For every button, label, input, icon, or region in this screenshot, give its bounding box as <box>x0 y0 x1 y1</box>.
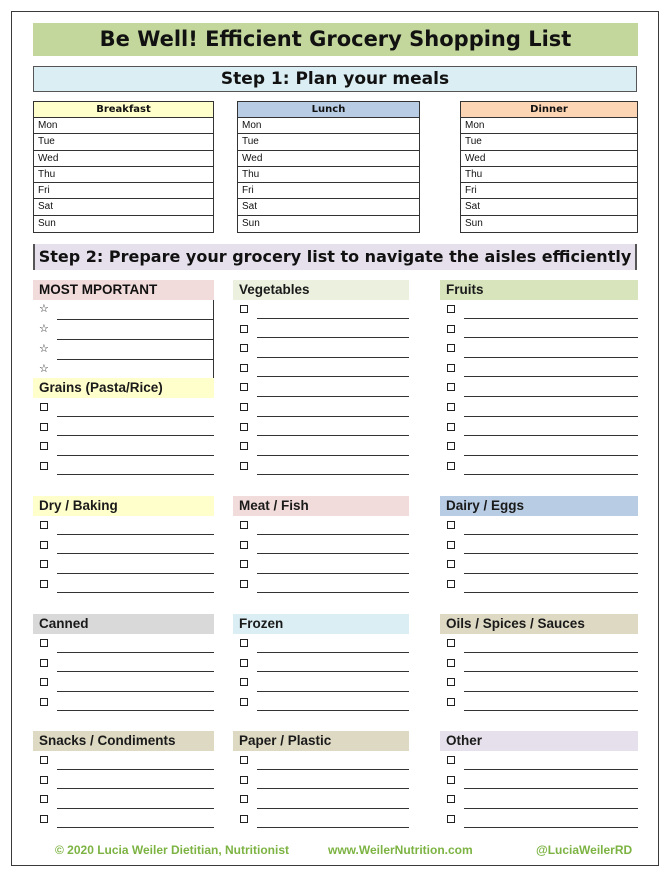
other-item-row <box>440 790 638 810</box>
checkbox[interactable] <box>40 678 48 686</box>
write-line[interactable] <box>57 691 214 692</box>
checkbox[interactable] <box>240 580 248 588</box>
dry-section <box>33 496 214 594</box>
write-line[interactable] <box>464 788 638 789</box>
oils-item-row <box>440 673 638 693</box>
star-icon: ☆ <box>39 342 49 355</box>
checkbox[interactable] <box>240 659 248 667</box>
checkbox[interactable] <box>447 423 455 431</box>
checkbox[interactable] <box>240 815 248 823</box>
priority-row[interactable] <box>33 320 213 340</box>
breakfast-table <box>33 101 214 233</box>
write-line[interactable] <box>464 376 638 377</box>
write-line[interactable] <box>257 808 409 809</box>
checkbox[interactable] <box>40 423 48 431</box>
canned-section <box>33 614 214 712</box>
write-line[interactable] <box>464 337 638 338</box>
checkbox[interactable] <box>240 521 248 529</box>
grains-item-row <box>33 457 214 477</box>
other-header: Other <box>440 731 638 751</box>
footer-handle[interactable]: @LuciaWeilerRD <box>536 843 633 857</box>
step2-text: Step 2: Prepare your grocery list to navigate the aisles efficiently <box>38 247 632 266</box>
grains-section <box>33 378 214 476</box>
checkbox[interactable] <box>240 776 248 784</box>
write-line[interactable] <box>257 337 409 338</box>
breakfast-day-row[interactable]: Sat <box>34 199 213 215</box>
checkbox[interactable] <box>447 756 455 764</box>
checkbox[interactable] <box>447 344 455 352</box>
write-line[interactable] <box>257 671 409 672</box>
checkbox[interactable] <box>40 639 48 647</box>
dinner-day-row[interactable]: Wed <box>461 151 637 167</box>
breakfast-day-row[interactable]: Mon <box>34 118 213 134</box>
oils-item-row <box>440 693 638 713</box>
canned-item-row <box>33 634 214 654</box>
write-line[interactable] <box>257 788 409 789</box>
dairy-item-row <box>440 555 638 575</box>
checkbox[interactable] <box>447 678 455 686</box>
fruits-header: Fruits <box>440 280 638 300</box>
lunch-table <box>237 101 420 233</box>
snacks-item-row <box>33 771 214 791</box>
checkbox[interactable] <box>240 383 248 391</box>
other-item-row <box>440 771 638 791</box>
checkbox[interactable] <box>447 364 455 372</box>
checkbox[interactable] <box>447 776 455 784</box>
breakfast-day-row[interactable]: Thu <box>34 167 213 183</box>
meat-header: Meat / Fish <box>233 496 409 516</box>
write-line[interactable] <box>57 573 214 574</box>
checkbox[interactable] <box>240 560 248 568</box>
vegetables-item-row <box>233 300 409 320</box>
most-important-header: MOST MPORTANT <box>33 280 214 300</box>
breakfast-header: Breakfast <box>34 102 213 118</box>
paper-item-row <box>233 810 409 830</box>
frozen-item-row <box>233 673 409 693</box>
most-important-box <box>33 300 214 380</box>
footer-copyright: © 2020 Lucia Weiler Dietitian, Nutritionist <box>55 843 290 857</box>
other-section <box>440 731 638 829</box>
breakfast-day-row[interactable]: Fri <box>34 183 213 199</box>
oils-item-row <box>440 654 638 674</box>
checkbox[interactable] <box>447 403 455 411</box>
write-line[interactable] <box>57 671 214 672</box>
dairy-item-row <box>440 516 638 536</box>
priority-row[interactable] <box>33 340 213 360</box>
checkbox[interactable] <box>240 325 248 333</box>
page-title: Be Well! Efficient Grocery Shopping List <box>33 23 638 56</box>
fruits-item-row <box>440 320 638 340</box>
snacks-item-row <box>33 790 214 810</box>
write-line[interactable] <box>464 318 638 319</box>
write-line[interactable] <box>464 416 638 417</box>
write-line[interactable] <box>464 827 638 828</box>
checkbox[interactable] <box>40 521 48 529</box>
vegetables-item-row <box>233 320 409 340</box>
grains-item-row <box>33 437 214 457</box>
breakfast-day-row[interactable]: Wed <box>34 151 213 167</box>
checkbox[interactable] <box>40 442 48 450</box>
write-line[interactable] <box>57 435 214 436</box>
dry-item-row <box>33 536 214 556</box>
fruits-item-row <box>440 398 638 418</box>
write-line[interactable] <box>57 788 214 789</box>
checkbox[interactable] <box>447 795 455 803</box>
checkbox[interactable] <box>240 678 248 686</box>
write-line[interactable] <box>464 671 638 672</box>
priority-row[interactable] <box>33 360 213 380</box>
write-line[interactable] <box>57 710 214 711</box>
write-line[interactable] <box>257 534 409 535</box>
vegetables-item-row <box>233 359 409 379</box>
write-line[interactable] <box>464 396 638 397</box>
write-line[interactable] <box>257 318 409 319</box>
grains-header: Grains (Pasta/Rice) <box>33 378 214 398</box>
checkbox[interactable] <box>40 698 48 706</box>
write-line[interactable] <box>257 376 409 377</box>
write-line[interactable] <box>464 435 638 436</box>
write-line[interactable] <box>257 474 409 475</box>
meat-item-row <box>233 555 409 575</box>
checkbox[interactable] <box>40 756 48 764</box>
write-line[interactable] <box>257 553 409 554</box>
lunch-day-row[interactable]: Thu <box>238 167 419 183</box>
snacks-header: Snacks / Condiments <box>33 731 214 751</box>
write-line[interactable] <box>57 769 214 770</box>
checkbox[interactable] <box>447 560 455 568</box>
lunch-day-row[interactable]: Fri <box>238 183 419 199</box>
dinner-day-row[interactable]: Fri <box>461 183 637 199</box>
checkbox[interactable] <box>240 639 248 647</box>
checkbox[interactable] <box>40 403 48 411</box>
checkbox[interactable] <box>240 344 248 352</box>
dinner-header: Dinner <box>461 102 637 118</box>
meat-item-row <box>233 516 409 536</box>
dinner-day-row[interactable]: Tue <box>461 134 637 150</box>
canned-item-row <box>33 673 214 693</box>
dry-header: Dry / Baking <box>33 496 214 516</box>
vegetables-item-row <box>233 457 409 477</box>
meat-section <box>233 496 409 594</box>
lunch-header: Lunch <box>238 102 419 118</box>
paper-item-row <box>233 771 409 791</box>
breakfast-day-row[interactable]: Tue <box>34 134 213 150</box>
checkbox[interactable] <box>40 541 48 549</box>
checkbox[interactable] <box>447 815 455 823</box>
write-line[interactable] <box>257 416 409 417</box>
write-line[interactable] <box>57 474 214 475</box>
grains-item-row <box>33 398 214 418</box>
write-line[interactable] <box>57 416 214 417</box>
write-line[interactable] <box>464 357 638 358</box>
vegetables-header: Vegetables <box>233 280 409 300</box>
oils-item-row <box>440 634 638 654</box>
meat-item-row <box>233 575 409 595</box>
checkbox[interactable] <box>240 423 248 431</box>
checkbox[interactable] <box>447 462 455 470</box>
star-icon: ☆ <box>39 322 49 335</box>
lunch-day-row[interactable]: Tue <box>238 134 419 150</box>
checkbox[interactable] <box>447 305 455 313</box>
snacks-item-row <box>33 810 214 830</box>
step1-heading: Step 1: Plan your meals <box>33 66 637 92</box>
checkbox[interactable] <box>240 541 248 549</box>
write-line[interactable] <box>57 455 214 456</box>
write-line[interactable] <box>464 455 638 456</box>
checkbox[interactable] <box>447 541 455 549</box>
checkbox[interactable] <box>240 462 248 470</box>
checkbox[interactable] <box>40 795 48 803</box>
write-line[interactable] <box>257 455 409 456</box>
checkbox[interactable] <box>240 403 248 411</box>
checkbox[interactable] <box>240 756 248 764</box>
meat-item-row <box>233 536 409 556</box>
write-line[interactable] <box>57 808 214 809</box>
frozen-item-row <box>233 693 409 713</box>
vegetables-item-row <box>233 437 409 457</box>
vegetables-item-row <box>233 378 409 398</box>
dry-item-row <box>33 575 214 595</box>
write-line[interactable] <box>464 710 638 711</box>
canned-item-row <box>33 693 214 713</box>
dinner-table <box>460 101 638 233</box>
star-icon: ☆ <box>39 362 49 375</box>
dairy-item-row <box>440 575 638 595</box>
paper-header: Paper / Plastic <box>233 731 409 751</box>
step2-heading <box>33 244 637 270</box>
dinner-day-row[interactable]: Thu <box>461 167 637 183</box>
write-line[interactable] <box>257 573 409 574</box>
footer-website[interactable]: www.WeilerNutrition.com <box>328 843 473 857</box>
canned-header: Canned <box>33 614 214 634</box>
frozen-header: Frozen <box>233 614 409 634</box>
dairy-item-row <box>440 536 638 556</box>
dry-item-row <box>33 516 214 536</box>
lunch-day-row[interactable]: Sat <box>238 199 419 215</box>
write-line[interactable] <box>257 357 409 358</box>
dairy-section <box>440 496 638 594</box>
checkbox[interactable] <box>40 815 48 823</box>
checkbox[interactable] <box>240 305 248 313</box>
paper-item-row <box>233 751 409 771</box>
write-line[interactable] <box>257 710 409 711</box>
checkbox[interactable] <box>447 659 455 667</box>
checkbox[interactable] <box>40 560 48 568</box>
frozen-item-row <box>233 634 409 654</box>
vegetables-item-row <box>233 418 409 438</box>
vegetables-item-row <box>233 398 409 418</box>
write-line[interactable] <box>257 396 409 397</box>
write-line[interactable] <box>257 435 409 436</box>
fruits-item-row <box>440 339 638 359</box>
most-important-section <box>33 280 214 380</box>
paper-section <box>233 731 409 829</box>
write-line[interactable] <box>57 592 214 593</box>
fruits-section <box>440 280 638 476</box>
dinner-day-row[interactable]: Sat <box>461 199 637 215</box>
checkbox[interactable] <box>447 698 455 706</box>
checkbox[interactable] <box>447 325 455 333</box>
dairy-header: Dairy / Eggs <box>440 496 638 516</box>
dinner-day-row[interactable]: Mon <box>461 118 637 134</box>
checkbox[interactable] <box>240 442 248 450</box>
checkbox[interactable] <box>40 659 48 667</box>
snacks-item-row <box>33 751 214 771</box>
write-line[interactable] <box>464 534 638 535</box>
write-line[interactable] <box>464 553 638 554</box>
checkbox[interactable] <box>447 383 455 391</box>
frozen-section <box>233 614 409 712</box>
write-line[interactable] <box>57 827 214 828</box>
fruits-item-row <box>440 457 638 477</box>
write-line[interactable] <box>257 827 409 828</box>
checkbox[interactable] <box>240 795 248 803</box>
checkbox[interactable] <box>447 580 455 588</box>
frozen-item-row <box>233 654 409 674</box>
canned-item-row <box>33 654 214 674</box>
write-line[interactable] <box>57 534 214 535</box>
priority-row[interactable] <box>33 300 213 320</box>
vegetables-item-row <box>233 339 409 359</box>
write-line[interactable] <box>464 652 638 653</box>
write-line[interactable] <box>464 474 638 475</box>
paper-item-row <box>233 790 409 810</box>
snacks-section <box>33 731 214 829</box>
other-item-row <box>440 751 638 771</box>
checkbox[interactable] <box>447 442 455 450</box>
vegetables-section <box>233 280 409 476</box>
checkbox[interactable] <box>40 776 48 784</box>
fruits-item-row <box>440 300 638 320</box>
write-line[interactable] <box>257 592 409 593</box>
write-line[interactable] <box>464 573 638 574</box>
star-icon: ☆ <box>39 302 49 315</box>
dinner-day-row[interactable]: Sun <box>465 217 483 229</box>
write-line[interactable] <box>257 652 409 653</box>
checkbox[interactable] <box>447 521 455 529</box>
checkbox[interactable] <box>40 580 48 588</box>
checkbox[interactable] <box>40 462 48 470</box>
fruits-item-row <box>440 359 638 379</box>
lunch-day-row[interactable]: Wed <box>238 151 419 167</box>
grains-item-row <box>33 418 214 438</box>
oils-section <box>440 614 638 712</box>
fruits-item-row <box>440 418 638 438</box>
write-line[interactable] <box>464 769 638 770</box>
breakfast-day-row[interactable]: Sun <box>38 217 56 229</box>
write-line[interactable] <box>257 769 409 770</box>
write-line[interactable] <box>464 691 638 692</box>
lunch-day-row[interactable]: Mon <box>238 118 419 134</box>
fruits-item-row <box>440 378 638 398</box>
checkbox[interactable] <box>447 639 455 647</box>
oils-header: Oils / Spices / Sauces <box>440 614 638 634</box>
write-line[interactable] <box>57 553 214 554</box>
dry-item-row <box>33 555 214 575</box>
lunch-day-row[interactable]: Sun <box>242 217 260 229</box>
write-line[interactable] <box>464 592 638 593</box>
other-item-row <box>440 810 638 830</box>
checkbox[interactable] <box>240 364 248 372</box>
write-line[interactable] <box>464 808 638 809</box>
fruits-item-row <box>440 437 638 457</box>
write-line[interactable] <box>257 691 409 692</box>
checkbox[interactable] <box>240 698 248 706</box>
write-line[interactable] <box>57 652 214 653</box>
